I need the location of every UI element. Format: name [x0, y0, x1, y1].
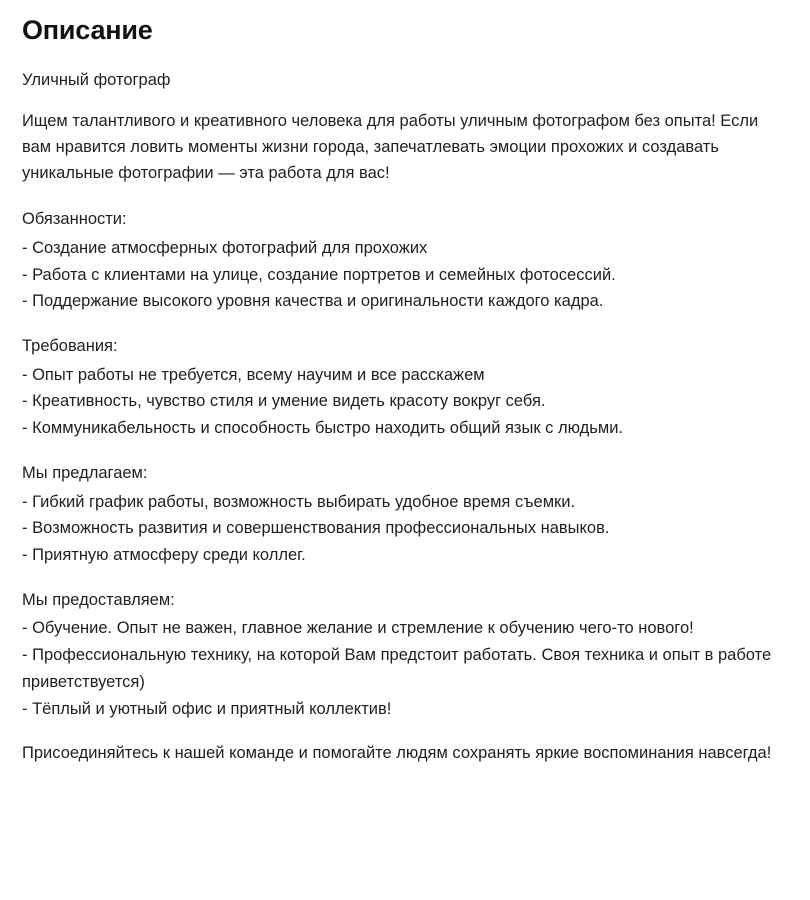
section-item: - Поддержание высокого уровня качества и оригинальности каждого кадра. [22, 292, 604, 311]
closing-paragraph: Присоединяйтесь к нашей команде и помогайте людям сохранять яркие воспоминания навсегда! [22, 744, 772, 763]
page-title: Описание [22, 15, 153, 45]
section-item: - Гибкий график работы, возможность выбирать удобное время съемки. [22, 492, 576, 511]
section-heading: Обязанности: [22, 210, 127, 229]
section-responsibilities [22, 206, 788, 315]
section-item: - Работа с клиентами на улице, создание портретов и семейных фотосессий. [22, 265, 616, 284]
section-item: - Профессиональную технику, на которой Вам предстоит работать. Своя техника и опыт в работе приветствуется) [22, 646, 772, 691]
job-subtitle: Уличный фотограф [22, 71, 171, 90]
section-heading: Мы предоставляем: [22, 590, 175, 609]
section-provide [22, 587, 788, 723]
section-offer [22, 460, 788, 569]
section-item: - Обучение. Опыт не важен, главное желание и стремление к обучению чего-то нового! [22, 619, 694, 638]
section-item: - Возможность развития и совершенствования профессиональных навыков. [22, 519, 610, 538]
section-item: - Креативность, чувство стиля и умение видеть красоту вокруг себя. [22, 392, 546, 411]
section-item: - Приятную атмосферу среди коллег. [22, 546, 306, 565]
job-intro: Ищем талантливого и креативного человека для работы уличным фотографом без опыта! Если вам нравится ловить моменты жизни города, запечатлевать эмоции прохожих и создавать уникальные фотографии — эта работа для вас! [22, 111, 759, 183]
section-item: - Коммуникабельность и способность быстро находить общий язык с людьми. [22, 419, 624, 438]
section-item: - Создание атмосферных фотографий для прохожих [22, 238, 428, 257]
section-heading: Мы предлагаем: [22, 463, 148, 482]
section-item: - Тёплый и уютный офис и приятный коллектив! [22, 699, 392, 718]
section-item: - Опыт работы не требуется, всему научим и все расскажем [22, 365, 485, 384]
section-heading: Требования: [22, 337, 118, 356]
section-requirements [22, 333, 788, 442]
